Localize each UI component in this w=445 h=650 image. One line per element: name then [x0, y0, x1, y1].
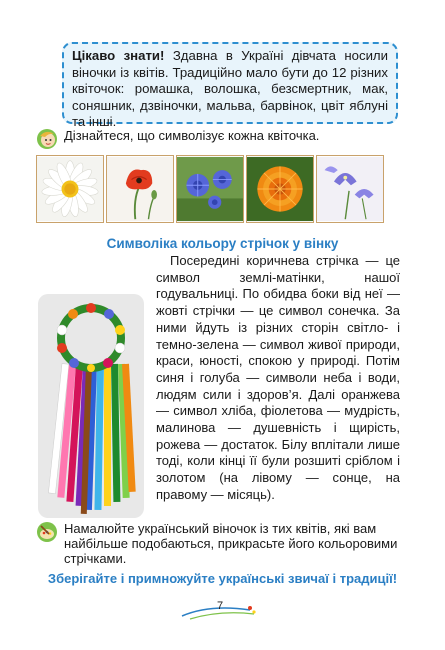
cornflower-photo	[176, 155, 244, 223]
poppy-photo	[106, 155, 174, 223]
ribbon-symbolism-text: Посередині коричнева стрічка — це символ землі-матінки, нашої годувальниці. По обидва боки від неї — жовті стрічки — це символ сонечка. За ними йдуть із різних сторін світло- і темно-зелена — символ живої природи, краси, юності, спокою у природі. Потім синя і голуба — символи неба і води, людям сили і здоров’я. Далі оранжева — символ хліба, фіолетова — мудрість, малинова — душевність і щирість, рожева — достаток. Білу вплітали лише тоді, коли кінці її були розшиті сріблом і золотом (на лівому — сонце, на правому — місяць).	[156, 253, 400, 502]
info-box-heading: Цікаво знати!	[72, 48, 165, 63]
task-flowers-text: Дізнайтеся, що символізує кожна квіточка.	[64, 128, 320, 143]
task-draw	[36, 521, 406, 566]
closing-slogan: Зберігайте і примножуйте українські звичаї і традиції!	[47, 571, 398, 586]
paint-brush-icon	[36, 521, 58, 543]
bellflower-photo	[316, 155, 384, 223]
info-box	[62, 42, 398, 129]
section-title: Символіка кольору стрічок у вінку	[106, 236, 339, 251]
info-box-text: Здавна в Україні дівчата носили віночки із квітів. Традиційно мало бути до 12 різних квіточок: ромашка, волошка, безсмертник, мак, соняшник, дзвіночки, мальва, барвінок, цвіт яблуні та інші.	[72, 48, 388, 129]
task-flowers	[36, 128, 319, 150]
page-number	[180, 598, 260, 622]
marigold-photo	[246, 155, 314, 223]
girl-face-icon	[36, 128, 58, 150]
wreath-illustration	[36, 292, 146, 520]
task-draw-text: Намалюйте український віночок із тих квітів, які вам найбільше подобаються, прикрасьте його кольоровими стрічками.	[64, 521, 398, 566]
flower-photos	[36, 155, 384, 223]
chamomile-photo	[36, 155, 104, 223]
page-number-text: 7	[216, 600, 224, 612]
